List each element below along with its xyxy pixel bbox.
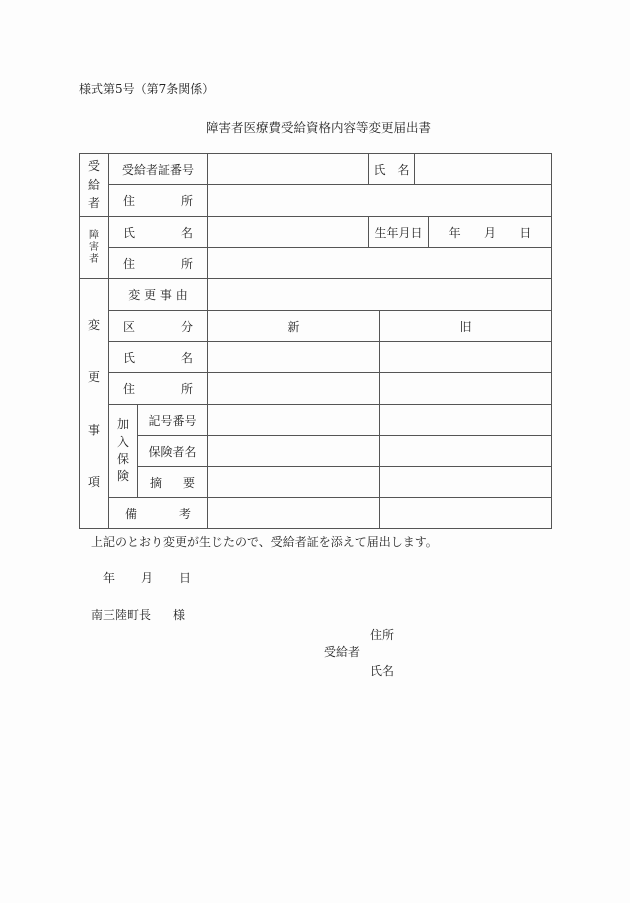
disabled-address-field[interactable] [208, 248, 551, 278]
new-name-field[interactable] [208, 342, 379, 372]
disabled-address-label: 住 所 [123, 256, 193, 271]
date-line: 年 月 日 [103, 571, 192, 585]
recipient-address-label: 住 所 [123, 194, 193, 208]
insurance-group-label: 加 入 保 険 [116, 417, 129, 484]
form-number: 様式第5号（第7条関係） [79, 82, 215, 96]
old-address-field[interactable] [380, 373, 551, 404]
change-address-label: 住 所 [123, 382, 193, 396]
birthdate-field[interactable]: 年 月 日 [448, 225, 532, 240]
new-summary-field[interactable] [208, 467, 379, 497]
old-name-field[interactable] [380, 342, 551, 372]
new-address-field[interactable] [208, 373, 379, 404]
old-symbol-number-field[interactable] [380, 405, 551, 435]
new-remarks-field[interactable] [208, 498, 379, 528]
summary-label: 摘 要 [150, 475, 195, 490]
signature-recipient-label: 受給者 [324, 645, 361, 659]
signature-address-label: 住所 [370, 628, 395, 642]
symbol-number-label: 記号番号 [148, 413, 197, 428]
recipient-cert-number-field[interactable] [208, 154, 368, 184]
change-items-group-label: 変 更 事 項 [87, 318, 100, 489]
old-insurer-name-field[interactable] [380, 436, 551, 466]
recipient-name-label: 氏 名 [373, 162, 410, 177]
new-column-header: 新 [287, 319, 300, 334]
old-summary-field[interactable] [380, 467, 551, 497]
new-symbol-number-field[interactable] [208, 405, 379, 435]
new-insurer-name-field[interactable] [208, 436, 379, 466]
old-column-header: 旧 [459, 319, 472, 334]
page-title: 障害者医療費受給資格内容等変更届出書 [206, 120, 432, 135]
recipient-group-label: 受 給 者 [87, 159, 100, 211]
old-remarks-field[interactable] [380, 498, 551, 528]
disabled-name-label: 氏 名 [123, 225, 193, 240]
signature-name-label: 氏名 [370, 664, 395, 678]
disabled-person-group-label: 障 害 者 [89, 229, 99, 265]
declaration-text: 上記のとおり変更が生じたので、受給者証を添えて届出します。 [91, 535, 438, 549]
remarks-label: 備 考 [125, 506, 191, 521]
birthdate-label: 生年月日 [374, 225, 423, 240]
recipient-address-field[interactable] [208, 185, 551, 216]
category-label: 区 分 [123, 319, 193, 334]
change-reason-label: 変 更 事 由 [128, 288, 188, 302]
insurer-name-label: 保険者名 [148, 444, 197, 459]
addressee: 南三陸町長 様 [91, 608, 186, 622]
recipient-cert-number-label: 受給者証番号 [121, 162, 194, 177]
disabled-name-field[interactable] [208, 217, 368, 247]
change-reason-field[interactable] [208, 279, 551, 310]
recipient-name-field[interactable] [415, 154, 551, 184]
change-name-label: 氏 名 [123, 350, 193, 365]
